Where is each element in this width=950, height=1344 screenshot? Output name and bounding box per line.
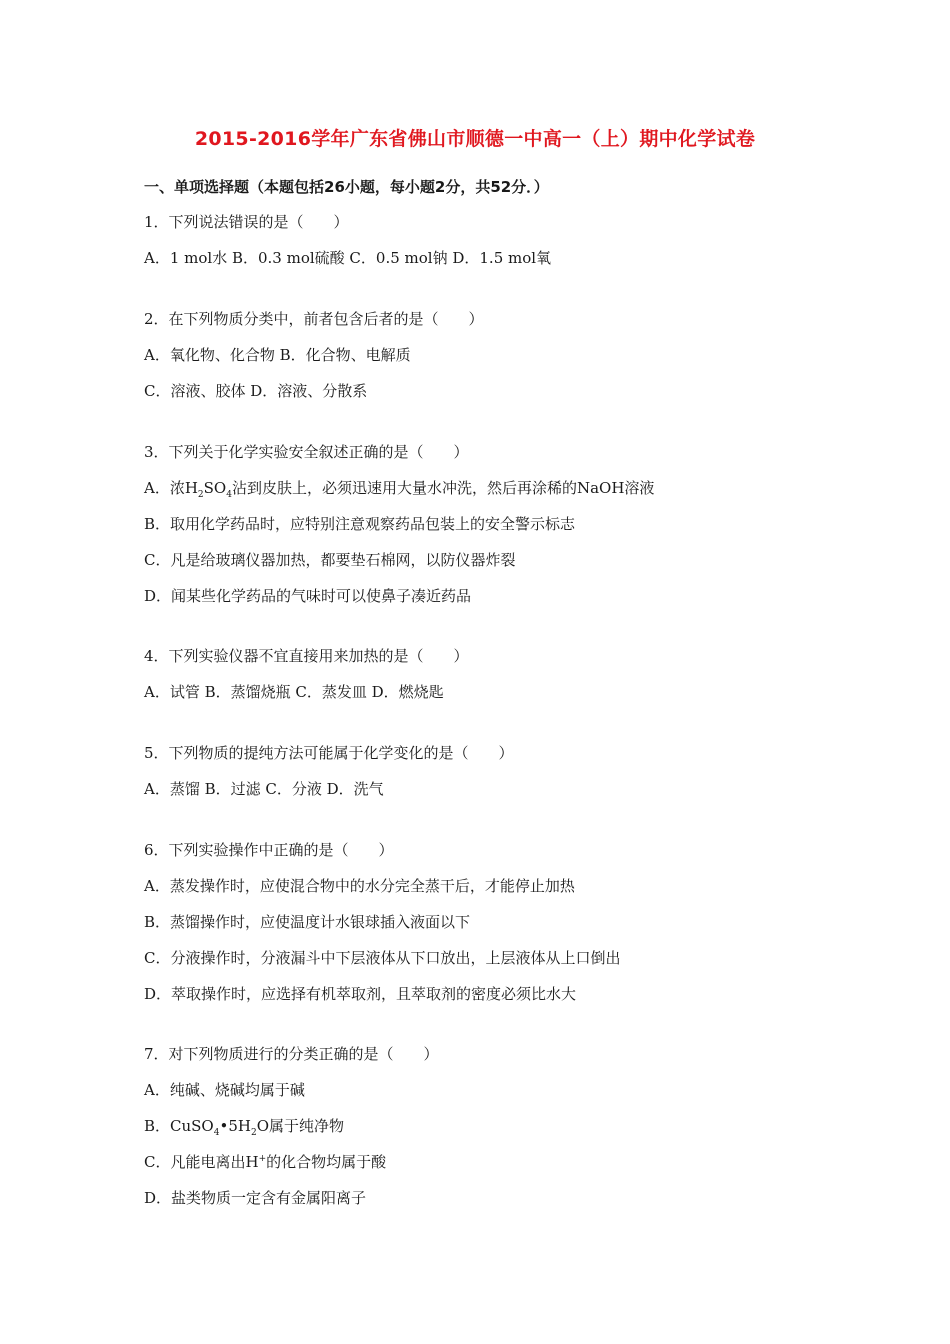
question-2-stem: 2．在下列物质分类中，前者包含后者的是（ ） (144, 310, 484, 328)
question-7-option-c: C．凡能电离出H+的化合物均属于酸 (144, 1153, 387, 1171)
question-3-option-d: D．闻某些化学药品的气味时可以使鼻子凑近药品 (144, 587, 472, 605)
question-3-stem: 3．下列关于化学实验安全叙述正确的是（ ） (144, 443, 469, 461)
question-6-option-c: C．分液操作时，分液漏斗中下层液体从下口放出，上层液体从上口倒出 (144, 949, 621, 967)
question-4-options: A．试管 B．蒸馏烧瓶 C．蒸发皿 D．燃烧匙 (144, 683, 444, 701)
question-3-option-c: C．凡是给玻璃仪器加热，都要垫石棉网，以防仪器炸裂 (144, 551, 516, 569)
question-2-options-row-2: C．溶液、胶体 D．溶液、分散系 (144, 382, 368, 400)
page-title: 2015-2016学年广东省佛山市顺德一中高一（上）期中化学试卷 (194, 128, 756, 150)
question-6-option-b: B．蒸馏操作时，应使温度计水银球插入液面以下 (144, 913, 471, 931)
question-2-options-row-1: A．氧化物、化合物 B．化合物、电解质 (144, 346, 411, 364)
section-heading: 一、单项选择题（本题包括26小题，每小题2分，共52分．） (144, 178, 549, 196)
question-5-options: A．蒸馏 B．过滤 C．分液 D．洗气 (144, 780, 384, 798)
question-7-option-a: A．纯碱、烧碱均属于碱 (144, 1081, 305, 1099)
question-6-option-a: A．蒸发操作时，应使混合物中的水分完全蒸干后，才能停止加热 (144, 877, 575, 895)
question-6-option-d: D．萃取操作时，应选择有机萃取剂，且萃取剂的密度必须比水大 (144, 985, 577, 1003)
question-5-stem: 5．下列物质的提纯方法可能属于化学变化的是（ ） (144, 744, 514, 762)
question-1-options: A．1 mol水 B．0.3 mol硫酸 C．0.5 mol钠 D．1.5 mol氧 (144, 249, 552, 267)
question-4-stem: 4．下列实验仪器不宜直接用来加热的是（ ） (144, 647, 469, 665)
question-3-option-b: B．取用化学药品时，应特别注意观察药品包装上的安全警示标志 (144, 515, 576, 533)
question-7-option-b: B．$CuSO_4•5H_2O$属于纯净物 (144, 1117, 344, 1138)
question-6-stem: 6．下列实验操作中正确的是（ ） (144, 841, 394, 859)
question-1-stem: 1．下列说法错误的是（ ） (144, 213, 349, 231)
question-3-option-a: A．浓$H_2SO_4$沾到皮肤上，必须迅速用大量水冲洗，然后再涂稀的NaOH溶液 (144, 479, 655, 500)
question-7-option-d: D．盐类物质一定含有金属阳离子 (144, 1189, 367, 1207)
question-7-stem: 7．对下列物质进行的分类正确的是（ ） (144, 1045, 439, 1063)
